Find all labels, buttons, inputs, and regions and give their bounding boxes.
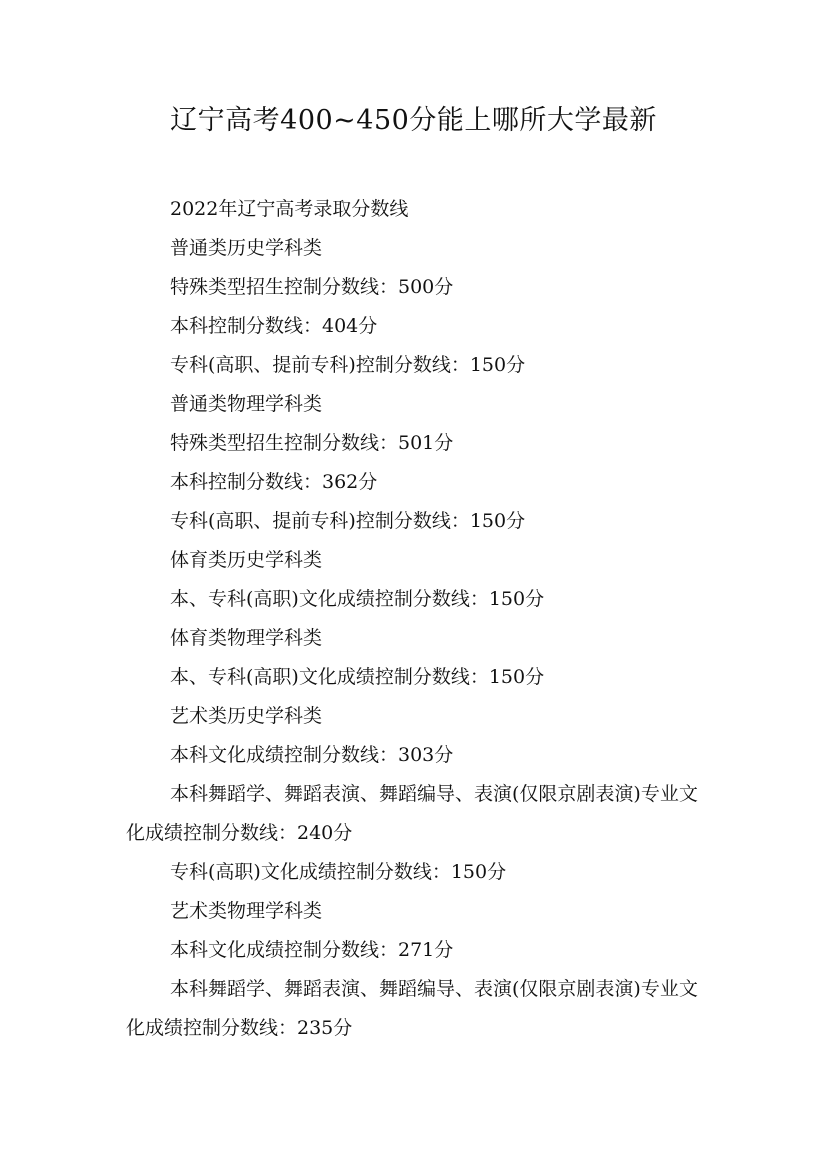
paragraph: 体育类物理学科类 <box>170 627 323 649</box>
paragraph: 本科舞蹈学、舞蹈表演、舞蹈编导、表演(仅限京剧表演)专业文化成绩控制分数线：235分 <box>126 978 698 1039</box>
paragraph: 本科控制分数线：362分 <box>170 471 378 493</box>
document-title: 辽宁高考400~450分能上哪所大学最新 <box>170 105 657 136</box>
paragraph: 本、专科(高职)文化成绩控制分数线：150分 <box>170 588 545 610</box>
paragraph: 艺术类历史学科类 <box>170 705 323 727</box>
paragraph: 特殊类型招生控制分数线：501分 <box>170 432 454 454</box>
paragraph: 2022年辽宁高考录取分数线 <box>170 198 409 220</box>
paragraph: 专科(高职、提前专科)控制分数线：150分 <box>170 354 526 376</box>
paragraph: 本科舞蹈学、舞蹈表演、舞蹈编导、表演(仅限京剧表演)专业文化成绩控制分数线：240分 <box>126 783 698 844</box>
document-body <box>126 190 716 1048</box>
paragraph: 普通类历史学科类 <box>170 237 323 259</box>
paragraph: 普通类物理学科类 <box>170 393 323 415</box>
paragraph: 特殊类型招生控制分数线：500分 <box>170 276 454 298</box>
paragraph: 本、专科(高职)文化成绩控制分数线：150分 <box>170 666 545 688</box>
paragraph: 专科(高职、提前专科)控制分数线：150分 <box>170 510 526 532</box>
paragraph: 艺术类物理学科类 <box>170 900 323 922</box>
paragraph: 体育类历史学科类 <box>170 549 323 571</box>
paragraph: 本科文化成绩控制分数线：271分 <box>170 939 454 961</box>
paragraph: 专科(高职)文化成绩控制分数线：150分 <box>170 861 507 883</box>
paragraph: 本科控制分数线：404分 <box>170 315 378 337</box>
paragraph: 本科文化成绩控制分数线：303分 <box>170 744 454 766</box>
